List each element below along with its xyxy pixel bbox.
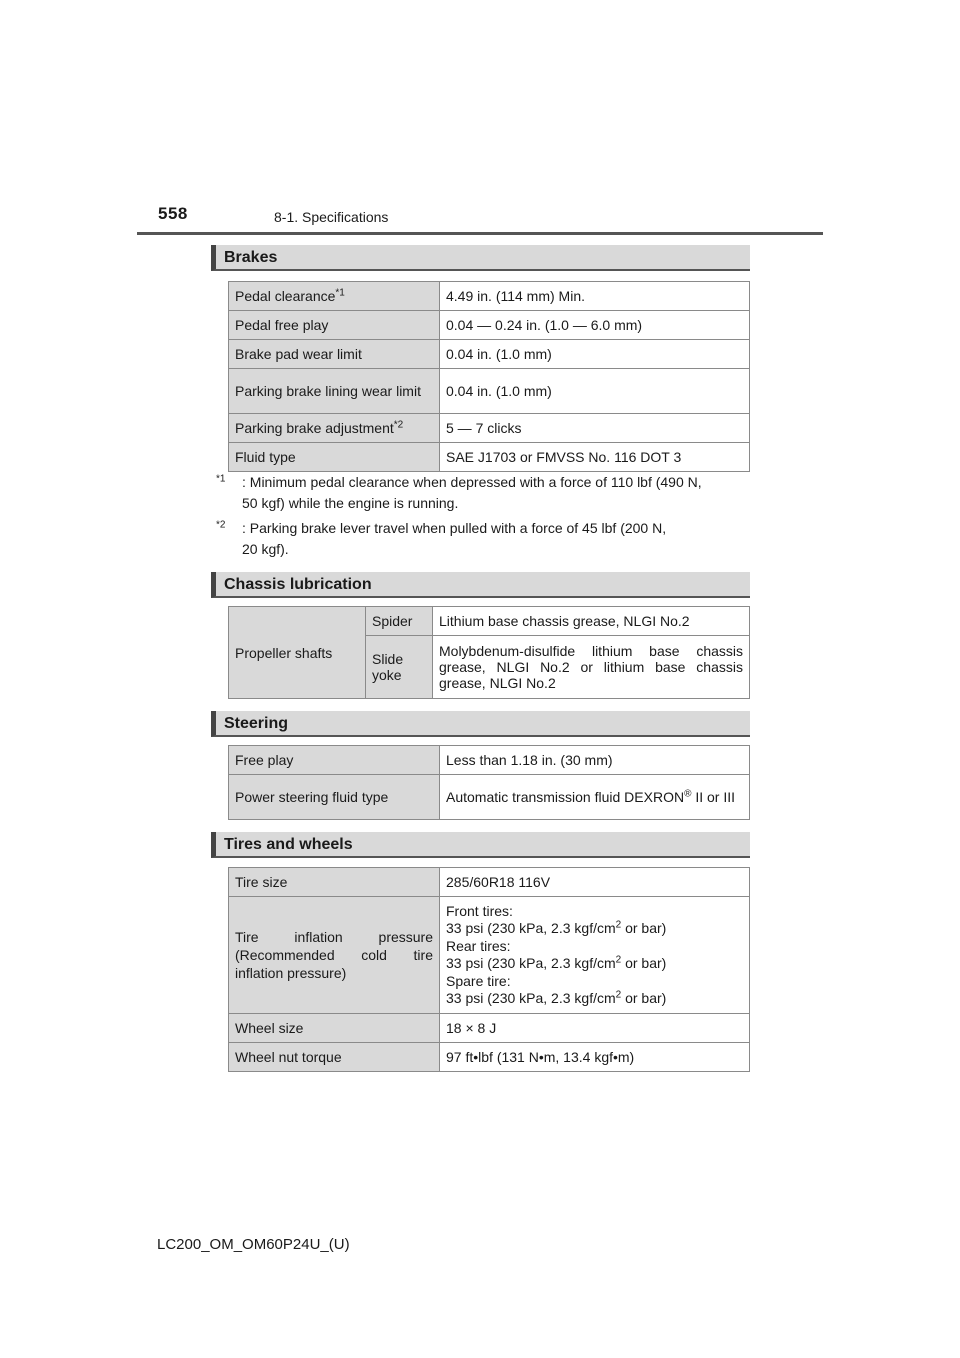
header-divider bbox=[137, 232, 823, 235]
table-row bbox=[229, 369, 750, 414]
brakes-heading: Brakes bbox=[211, 245, 750, 271]
table-cell-label: Free play bbox=[229, 746, 440, 775]
table-row bbox=[229, 897, 750, 1014]
steering-heading: Steering bbox=[211, 711, 750, 737]
table-row bbox=[229, 311, 750, 340]
table-cell-value: SAE J1703 or FMVSS No. 116 DOT 3 bbox=[440, 443, 750, 472]
table-cell-value: 0.04 — 0.24 in. (1.0 — 6.0 mm) bbox=[440, 311, 750, 340]
table-cell-sublabel: Spider bbox=[366, 607, 433, 636]
table-row bbox=[229, 340, 750, 369]
table-row bbox=[229, 868, 750, 897]
table-cell-label: Pedal free play bbox=[229, 311, 440, 340]
table-cell-label: Parking brake lining wear limit bbox=[229, 369, 440, 414]
section-name: 8-1. Specifications bbox=[274, 209, 389, 225]
table-cell-label: Propeller shafts bbox=[229, 607, 366, 699]
footnote-2: $^{*2}$ : Parking brake lever travel when pulled with a force of 45 lbf (200 N, 20 kgf). bbox=[216, 519, 667, 557]
table-cell-value: Automatic transmission fluid DEXRON® II or III bbox=[440, 775, 750, 820]
table-cell-value: Lithium base chassis grease, NLGI No.2 bbox=[433, 607, 750, 636]
table-row bbox=[229, 1014, 750, 1043]
table-cell-value: 0.04 in. (1.0 mm) bbox=[440, 340, 750, 369]
table-cell-label: Power steering fluid type bbox=[229, 775, 440, 820]
table-cell-value: Front tires: 33 psi (230 kPa, 2.3 kgf/$cm^2$ or bar) Rear tires: 33 psi (230 kPa, 2.3 kgf/$cm^2$ or bar) Spare tire: 33 psi (230 kPa, 2.3 kgf/$cm^2$ or bar) bbox=[440, 897, 750, 1014]
table-cell-value: 97 ft•lbf (131 N•m, 13.4 kgf•m) bbox=[440, 1043, 750, 1072]
document-code: LC200_OM_OM60P24U_(U) bbox=[157, 1236, 350, 1253]
table-cell-value: 285/60R18 116V bbox=[440, 868, 750, 897]
brakes-table bbox=[228, 281, 750, 472]
footnote-1: $^{*1}$ : Minimum pedal clearance when depressed with a force of 110 lbf (490 N, 50 kgf) while the engine is running. bbox=[216, 473, 702, 511]
chassis-heading: Chassis lubrication bbox=[211, 572, 750, 598]
table-cell-label: Tire size bbox=[229, 868, 440, 897]
table-row bbox=[229, 1043, 750, 1072]
table-cell-label: Tire inflation pressure (Recommended cold tire inflation pressure) bbox=[229, 897, 440, 1014]
tires-heading: Tires and wheels bbox=[211, 832, 750, 858]
page-header bbox=[158, 204, 188, 224]
table-cell-label: Pedal clearance$^{*1}$ bbox=[229, 282, 440, 311]
steering-table bbox=[228, 745, 750, 820]
table-cell-value: 4.49 in. (114 mm) Min. bbox=[440, 282, 750, 311]
table-cell-sublabel: Slide yoke bbox=[366, 636, 433, 699]
table-cell-label: Wheel nut torque bbox=[229, 1043, 440, 1072]
table-cell-value: 0.04 in. (1.0 mm) bbox=[440, 369, 750, 414]
tires-table bbox=[228, 867, 750, 1072]
table-cell-label: Wheel size bbox=[229, 1014, 440, 1043]
table-row bbox=[229, 775, 750, 820]
table-row bbox=[229, 443, 750, 472]
table-row bbox=[229, 746, 750, 775]
table-cell-value: Less than 1.18 in. (30 mm) bbox=[440, 746, 750, 775]
table-cell-value: 5 — 7 clicks bbox=[440, 414, 750, 443]
table-cell-label: Brake pad wear limit bbox=[229, 340, 440, 369]
table-cell-label: Parking brake adjustment$^{*2}$ bbox=[229, 414, 440, 443]
table-cell-value: 18 × 8 J bbox=[440, 1014, 750, 1043]
page-number: 558 bbox=[158, 204, 188, 223]
table-row bbox=[229, 282, 750, 311]
table-row bbox=[229, 607, 750, 636]
table-cell-value: Molybdenum-disulfide lithium base chassis grease, NLGI No.2 or lithium base chassis grease, NLGI No.2 bbox=[433, 636, 750, 699]
table-cell-label: Fluid type bbox=[229, 443, 440, 472]
chassis-table bbox=[228, 606, 750, 699]
table-row bbox=[229, 414, 750, 443]
